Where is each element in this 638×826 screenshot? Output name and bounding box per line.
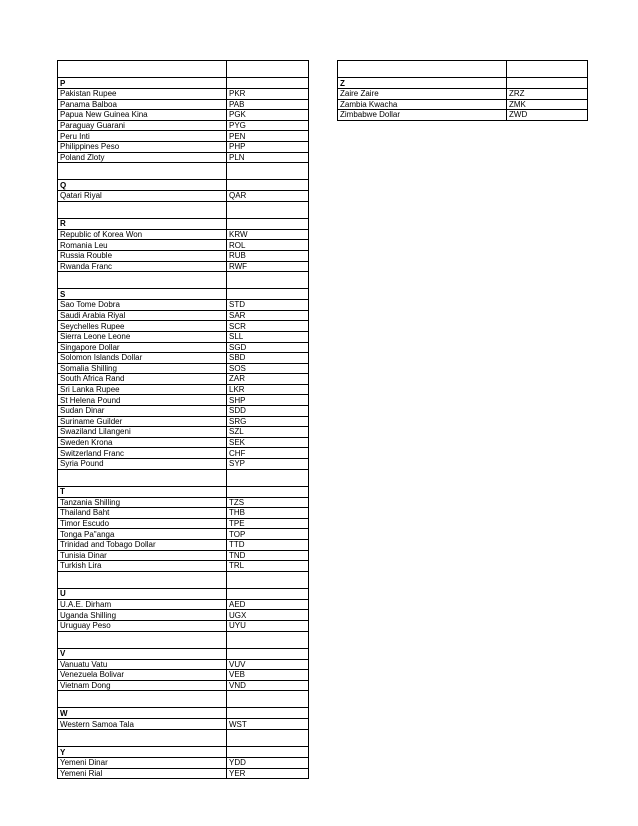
spacer-row: [338, 61, 588, 78]
currency-code: UYU: [227, 620, 309, 631]
table-row: [58, 141, 309, 152]
letter-header-row: [58, 648, 309, 659]
currency-name: Trinidad and Tobago Dollar: [58, 540, 227, 551]
spacer-row: [58, 469, 309, 486]
currency-name: Venezuela Bolivar: [58, 670, 227, 681]
spacer-row: [58, 631, 309, 648]
currency-code: KRW: [227, 229, 309, 240]
currency-code: VUV: [227, 659, 309, 670]
table-row: [58, 550, 309, 561]
table-row: [58, 406, 309, 417]
currency-code: UGX: [227, 610, 309, 621]
table-row: [58, 395, 309, 406]
empty-cell: [227, 631, 309, 648]
currency-name: Yemeni Rial: [58, 768, 227, 779]
currency-name: Philippines Peso: [58, 141, 227, 152]
currency-code: PLN: [227, 152, 309, 163]
table-row: [58, 540, 309, 551]
table-row: [58, 437, 309, 448]
letter-header: Y: [58, 746, 227, 757]
currency-code: ZRZ: [507, 89, 588, 100]
currency-table-left: [57, 60, 309, 779]
currency-name: Poland Zloty: [58, 152, 227, 163]
currency-name: Sudan Dinar: [58, 406, 227, 417]
empty-cell: [227, 691, 309, 708]
table-row: [58, 610, 309, 621]
currency-name: Yemeni Dinar: [58, 757, 227, 768]
table-row: [58, 240, 309, 251]
currency-code: TOP: [227, 529, 309, 540]
table-row: [338, 110, 588, 121]
spacer-row: [58, 691, 309, 708]
table-row: [58, 448, 309, 459]
currency-code: AED: [227, 599, 309, 610]
currency-name: St Helena Pound: [58, 395, 227, 406]
empty-cell: [227, 78, 309, 89]
table-row: [58, 680, 309, 691]
table-row: [58, 261, 309, 272]
empty-cell: [227, 469, 309, 486]
empty-cell: [507, 61, 588, 78]
currency-code: SLL: [227, 331, 309, 342]
table-row: [58, 229, 309, 240]
currency-name: Tonga Pa"anga: [58, 529, 227, 540]
currency-code: RUB: [227, 250, 309, 261]
currency-name: Zaire Zaire: [338, 89, 507, 100]
currency-code: ZWD: [507, 110, 588, 121]
currency-code: LKR: [227, 384, 309, 395]
table-row: [58, 620, 309, 631]
table-row: [58, 191, 309, 202]
table-row: [58, 670, 309, 681]
currency-name: Syria Pound: [58, 459, 227, 470]
currency-code: SAR: [227, 310, 309, 321]
currency-name: Papua New Guinea Kina: [58, 110, 227, 121]
currency-code: QAR: [227, 191, 309, 202]
currency-name: Sao Tome Dobra: [58, 300, 227, 311]
letter-header: P: [58, 78, 227, 89]
currency-name: Peru Inti: [58, 131, 227, 142]
table-row: [58, 659, 309, 670]
table-row: [58, 497, 309, 508]
currency-code: ZAR: [227, 374, 309, 385]
table-row: [58, 120, 309, 131]
currency-name: Turkish Lira: [58, 561, 227, 572]
currency-code: PYG: [227, 120, 309, 131]
currency-name: Singapore Dollar: [58, 342, 227, 353]
empty-cell: [227, 588, 309, 599]
table-row: [58, 768, 309, 779]
currency-name: Tanzania Shilling: [58, 497, 227, 508]
letter-header-row: [58, 486, 309, 497]
table-row: [58, 300, 309, 311]
empty-cell: [227, 571, 309, 588]
currency-name: Sri Lanka Rupee: [58, 384, 227, 395]
table-row: [58, 529, 309, 540]
table-row: [58, 757, 309, 768]
letter-header: U: [58, 588, 227, 599]
currency-code: SRG: [227, 416, 309, 427]
empty-cell: [227, 201, 309, 218]
empty-cell: [58, 201, 227, 218]
currency-name: Vanuatu Vatu: [58, 659, 227, 670]
empty-cell: [227, 163, 309, 180]
currency-code: ZMK: [507, 99, 588, 110]
currency-name: Russia Rouble: [58, 250, 227, 261]
letter-header-row: [58, 588, 309, 599]
table-row: [58, 110, 309, 121]
empty-cell: [227, 708, 309, 719]
empty-cell: [58, 61, 227, 78]
letter-header: S: [58, 289, 227, 300]
table-row: [58, 353, 309, 364]
empty-cell: [227, 180, 309, 191]
currency-code: PHP: [227, 141, 309, 152]
table-row: [58, 459, 309, 470]
currency-name: Uruguay Peso: [58, 620, 227, 631]
currency-name: Pakistan Rupee: [58, 89, 227, 100]
letter-header: W: [58, 708, 227, 719]
spacer-row: [58, 571, 309, 588]
currency-name: Solomon Islands Dollar: [58, 353, 227, 364]
letter-header-row: [58, 289, 309, 300]
letter-header-row: [58, 746, 309, 757]
currency-table-right-body: [338, 61, 588, 121]
currency-name: Zimbabwe Dollar: [338, 110, 507, 121]
letter-header: R: [58, 218, 227, 229]
currency-name: Suriname Guilder: [58, 416, 227, 427]
empty-cell: [58, 729, 227, 746]
currency-name: Uganda Shilling: [58, 610, 227, 621]
currency-code: TZS: [227, 497, 309, 508]
empty-cell: [227, 289, 309, 300]
table-row: [58, 152, 309, 163]
currency-name: Rwanda Franc: [58, 261, 227, 272]
currency-code: PGK: [227, 110, 309, 121]
currency-code: STD: [227, 300, 309, 311]
currency-name: Switzerland Franc: [58, 448, 227, 459]
currency-code: VEB: [227, 670, 309, 681]
currency-code: SBD: [227, 353, 309, 364]
currency-name: Republic of Korea Won: [58, 229, 227, 240]
empty-cell: [338, 61, 507, 78]
currency-code: THB: [227, 508, 309, 519]
spacer-row: [58, 729, 309, 746]
letter-header-row: [338, 78, 588, 89]
table-row: [58, 518, 309, 529]
currency-name: Timor Escudo: [58, 518, 227, 529]
currency-name: Romania Leu: [58, 240, 227, 251]
table-row: [58, 416, 309, 427]
currency-code: SHP: [227, 395, 309, 406]
table-row: [58, 89, 309, 100]
letter-header: Z: [338, 78, 507, 89]
currency-code: TPE: [227, 518, 309, 529]
empty-cell: [227, 648, 309, 659]
currency-code: YDD: [227, 757, 309, 768]
currency-code: SDD: [227, 406, 309, 417]
empty-cell: [227, 61, 309, 78]
empty-cell: [227, 218, 309, 229]
spacer-row: [58, 163, 309, 180]
currency-code: SEK: [227, 437, 309, 448]
table-row: [338, 89, 588, 100]
letter-header-row: [58, 218, 309, 229]
currency-name: Sweden Krona: [58, 437, 227, 448]
currency-name: Thailand Baht: [58, 508, 227, 519]
currency-name: U.A.E. Dirham: [58, 599, 227, 610]
empty-cell: [58, 691, 227, 708]
table-row: [338, 99, 588, 110]
spacer-row: [58, 272, 309, 289]
empty-cell: [507, 78, 588, 89]
currency-name: South Africa Rand: [58, 374, 227, 385]
table-row: [58, 599, 309, 610]
currency-code: PKR: [227, 89, 309, 100]
table-row: [58, 310, 309, 321]
letter-header-row: [58, 180, 309, 191]
currency-code: RWF: [227, 261, 309, 272]
currency-code: VND: [227, 680, 309, 691]
empty-cell: [58, 631, 227, 648]
currency-table-left-body: [58, 61, 309, 779]
currency-code: SGD: [227, 342, 309, 353]
table-row: [58, 131, 309, 142]
currency-code: SCR: [227, 321, 309, 332]
table-row: [58, 331, 309, 342]
empty-cell: [58, 272, 227, 289]
currency-code: SOS: [227, 363, 309, 374]
table-row: [58, 508, 309, 519]
currency-name: Saudi Arabia Riyal: [58, 310, 227, 321]
currency-name: Western Samoa Tala: [58, 719, 227, 730]
currency-name: Qatari Riyal: [58, 191, 227, 202]
currency-code: WST: [227, 719, 309, 730]
currency-name: Paraguay Guarani: [58, 120, 227, 131]
currency-name: Somalia Shilling: [58, 363, 227, 374]
letter-header: T: [58, 486, 227, 497]
currency-code: PEN: [227, 131, 309, 142]
spacer-row: [58, 201, 309, 218]
table-row: [58, 250, 309, 261]
letter-header: Q: [58, 180, 227, 191]
currency-table-right: [337, 60, 588, 121]
letter-header-row: [58, 78, 309, 89]
table-row: [58, 384, 309, 395]
currency-name: Vietnam Dong: [58, 680, 227, 691]
table-row: [58, 427, 309, 438]
letter-header: V: [58, 648, 227, 659]
table-row: [58, 374, 309, 385]
currency-code: SZL: [227, 427, 309, 438]
currency-code: TRL: [227, 561, 309, 572]
currency-name: Panama Balboa: [58, 99, 227, 110]
table-row: [58, 342, 309, 353]
currency-code: TND: [227, 550, 309, 561]
empty-cell: [227, 729, 309, 746]
empty-cell: [58, 571, 227, 588]
empty-cell: [227, 272, 309, 289]
table-row: [58, 99, 309, 110]
table-row: [58, 321, 309, 332]
currency-code: SYP: [227, 459, 309, 470]
currency-name: Seychelles Rupee: [58, 321, 227, 332]
empty-cell: [227, 486, 309, 497]
empty-cell: [227, 746, 309, 757]
currency-code: YER: [227, 768, 309, 779]
empty-cell: [58, 469, 227, 486]
table-row: [58, 561, 309, 572]
spacer-row: [58, 61, 309, 78]
table-row: [58, 719, 309, 730]
currency-code: ROL: [227, 240, 309, 251]
currency-code: CHF: [227, 448, 309, 459]
table-row: [58, 363, 309, 374]
letter-header-row: [58, 708, 309, 719]
currency-name: Sierra Leone Leone: [58, 331, 227, 342]
currency-code: PAB: [227, 99, 309, 110]
empty-cell: [58, 163, 227, 180]
currency-name: Tunisia Dinar: [58, 550, 227, 561]
currency-name: Zambia Kwacha: [338, 99, 507, 110]
currency-name: Swaziland Lilangeni: [58, 427, 227, 438]
currency-code: TTD: [227, 540, 309, 551]
